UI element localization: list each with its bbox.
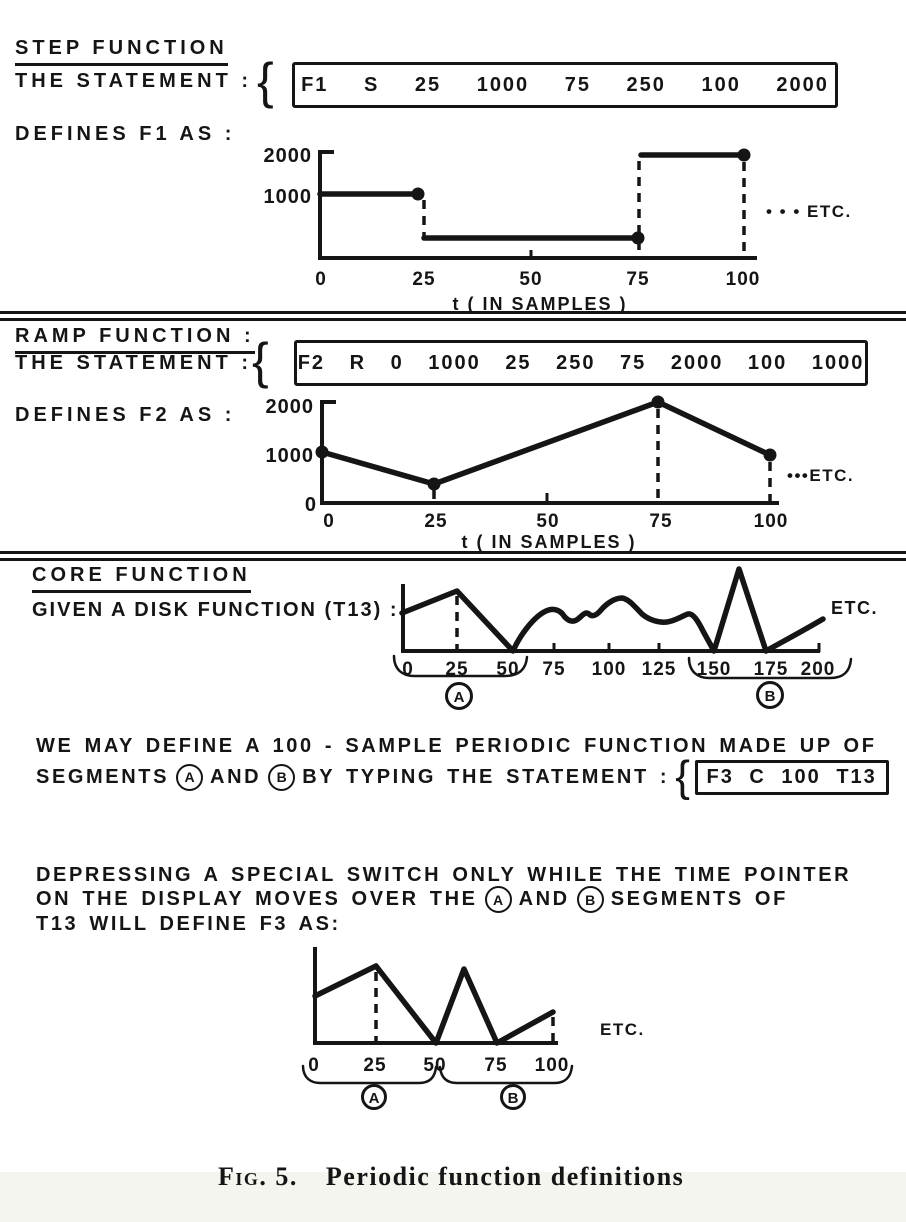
core-xtick-25: 25 <box>445 659 469 680</box>
ramp-xtick-100: 100 <box>753 511 789 532</box>
figure-caption-label: Fig. 5. <box>218 1162 298 1191</box>
switch-note-line2-and: AND <box>518 888 570 910</box>
core-chart <box>394 569 878 709</box>
step-statement-label: THE STATEMENT : <box>15 70 253 92</box>
step-ytick-1000: 1000 <box>263 186 312 208</box>
f3-xtick-50: 50 <box>423 1055 447 1076</box>
ramp-defines-label: DEFINES F2 AS : <box>15 404 236 426</box>
switch-note-line3: T13 WILL DEFINE F3 AS: <box>36 913 341 935</box>
ramp-statement-text: F2 R 0 1000 25 250 75 2000 100 1000 <box>297 351 865 374</box>
core-section-title: CORE FUNCTION <box>32 564 251 593</box>
ramp-line <box>322 402 770 484</box>
core-statement-text: F3 C 100 T13 <box>706 765 877 788</box>
step-xtick-50: 50 <box>519 269 543 290</box>
f3-segment-a-label: A <box>368 1090 380 1107</box>
core-circled-a <box>447 684 472 709</box>
f3-chart <box>303 947 645 1109</box>
step-dot-25 <box>412 188 425 201</box>
core-xtick-150: 150 <box>696 659 732 680</box>
step-statement-text: F1 S 25 1000 75 250 100 2000 <box>301 73 829 96</box>
core-xtick-50: 50 <box>496 659 520 680</box>
ramp-statement-label: THE STATEMENT : <box>15 352 253 374</box>
compose-note-line2 <box>36 752 889 801</box>
step-ytick-2000: 2000 <box>263 145 312 167</box>
f3-etc-label: ETC. <box>600 1020 645 1039</box>
core-circled-b <box>758 683 783 708</box>
ramp-x-axis-label: t ( IN SAMPLES ) <box>461 532 637 552</box>
core-curve <box>402 569 823 651</box>
section-divider <box>0 551 906 561</box>
circled-a-badge: A <box>485 886 512 913</box>
core-xtick-175: 175 <box>753 659 789 680</box>
ramp-xtick-75: 75 <box>649 511 673 532</box>
opening-brace: { <box>257 53 274 109</box>
core-segment-a-label: A <box>453 689 465 706</box>
step-etc-label: • • • ETC. <box>766 202 852 221</box>
step-defines-label: DEFINES F1 AS : <box>15 123 236 145</box>
core-segment-b-label: B <box>764 688 776 705</box>
switch-note-line1: DEPRESSING A SPECIAL SWITCH ONLY WHILE THE TIME POINTER <box>36 864 852 886</box>
step-xtick-0: 0 <box>315 269 327 290</box>
opening-brace: { <box>252 333 269 389</box>
ramp-etc-label: •••ETC. <box>787 466 855 485</box>
switch-note-line2 <box>36 886 788 913</box>
ramp-xtick-25: 25 <box>424 511 448 532</box>
f3-xtick-75: 75 <box>484 1055 508 1076</box>
f3-circled-a <box>363 1086 386 1109</box>
core-segment-a-brace <box>394 656 527 676</box>
ramp-section-title: RAMP FUNCTION : <box>15 325 255 354</box>
compose-note-line2-post: BY TYPING THE STATEMENT : <box>302 765 670 788</box>
compose-note-line1: WE MAY DEFINE A 100 - SAMPLE PERIODIC FUNCTION MADE UP OF <box>36 735 877 757</box>
figure-caption <box>186 1132 684 1222</box>
circled-a-badge: A <box>176 764 203 791</box>
ramp-statement-box <box>294 340 868 386</box>
core-segment-b-brace <box>689 658 851 678</box>
f3-circled-b <box>502 1086 525 1109</box>
ramp-dot-25 <box>428 478 441 491</box>
core-xtick-100: 100 <box>591 659 627 680</box>
step-x-axis-label: t ( IN SAMPLES ) <box>452 294 628 314</box>
core-xtick-75: 75 <box>542 659 566 680</box>
f3-segment-b-label: B <box>507 1090 519 1107</box>
core-tick-marks <box>554 643 819 652</box>
ramp-dot-75 <box>652 396 665 409</box>
f3-xtick-100: 100 <box>534 1055 570 1076</box>
ramp-xtick-0: 0 <box>323 511 335 532</box>
opening-brace: { <box>675 752 693 801</box>
ramp-chart <box>266 396 855 553</box>
ramp-ytick-1000: 1000 <box>265 445 314 467</box>
core-given-label: GIVEN A DISK FUNCTION (T13) : <box>32 599 399 621</box>
switch-note-line2-post: SEGMENTS OF <box>610 888 788 910</box>
section-divider <box>0 311 906 321</box>
switch-note-line2-pre: ON THE DISPLAY MOVES OVER THE <box>36 888 478 910</box>
step-xtick-75: 75 <box>626 269 650 290</box>
step-xtick-25: 25 <box>412 269 436 290</box>
core-xtick-125: 125 <box>641 659 677 680</box>
step-section-title: STEP FUNCTION <box>15 37 228 66</box>
core-statement-box <box>695 760 889 795</box>
ramp-ytick-0: 0 <box>304 494 317 516</box>
ramp-axes <box>322 402 779 503</box>
circled-b-badge: B <box>268 764 295 791</box>
ramp-ytick-2000: 2000 <box>265 396 314 418</box>
figure-caption-text: Periodic function definitions <box>325 1162 685 1191</box>
circled-b-badge: B <box>577 886 604 913</box>
ramp-dot-0 <box>316 446 329 459</box>
step-chart <box>264 145 852 314</box>
core-etc-label: ETC. <box>831 598 879 618</box>
ramp-xtick-50: 50 <box>536 511 560 532</box>
f3-xtick-25: 25 <box>363 1055 387 1076</box>
f3-curve <box>315 966 553 1043</box>
step-statement-box <box>292 62 838 108</box>
step-dot-100 <box>738 149 751 162</box>
ramp-dot-100 <box>764 449 777 462</box>
compose-note-line2-and: AND <box>210 765 262 788</box>
f3-segment-b-brace <box>440 1066 572 1083</box>
step-axes <box>320 152 757 258</box>
step-xtick-100: 100 <box>725 269 761 290</box>
core-xtick-200: 200 <box>800 659 836 680</box>
f3-segment-a-brace <box>303 1066 436 1083</box>
f3-xtick-0: 0 <box>308 1055 320 1076</box>
step-dot-75 <box>632 232 645 245</box>
core-xtick-0: 0 <box>402 659 414 680</box>
compose-note-line2-pre: SEGMENTS <box>36 765 170 788</box>
